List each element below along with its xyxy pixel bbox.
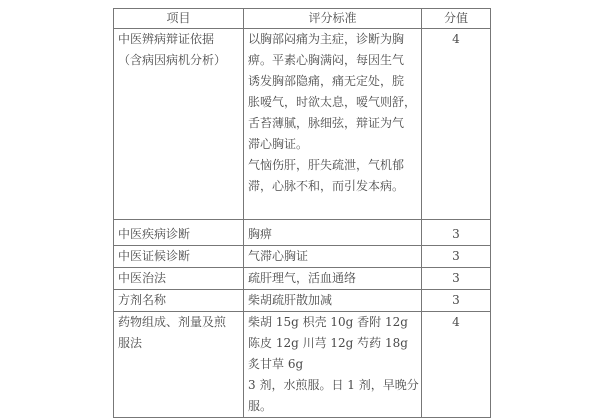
item-text: 中医治法 — [118, 271, 167, 285]
item-text: 服法 — [118, 336, 143, 350]
criteria-text: 胀嗳气，时欲太息，嗳气则舒， — [248, 95, 417, 109]
item-text: 中医疾病诊断 — [118, 227, 191, 241]
table-row — [114, 29, 491, 220]
table-row — [114, 220, 491, 246]
header-item: 项目 — [114, 9, 244, 29]
item-text: 方剂名称 — [118, 293, 167, 307]
criteria-cell — [244, 268, 422, 290]
item-text: 中医证候诊断 — [118, 249, 191, 263]
item-cell — [114, 246, 244, 268]
item-text: （含病因病机分析） — [118, 53, 227, 67]
header-criteria: 评分标准 — [244, 9, 422, 29]
item-cell — [114, 220, 244, 246]
item-cell — [114, 290, 244, 312]
criteria-text: 柴胡 15g 枳壳 10g 香附 12g — [248, 315, 408, 329]
scoring-table — [113, 8, 491, 418]
criteria-cell — [244, 290, 422, 312]
score-cell: 4 — [422, 312, 491, 418]
item-cell — [114, 312, 244, 418]
criteria-text: 诱发胸部隐痛，痛无定处，脘 — [248, 74, 405, 88]
criteria-text: 服。 — [248, 399, 273, 413]
item-cell — [114, 268, 244, 290]
table-row — [114, 290, 491, 312]
criteria-text: 疏肝理气，活血通络 — [248, 271, 357, 285]
score-cell: 3 — [422, 220, 491, 246]
item-cell — [114, 29, 244, 220]
item-text: 中医辨病辩证依据 — [118, 32, 215, 46]
table-row — [114, 268, 491, 290]
criteria-text: 舌苔薄腻，脉细弦，辩证为气 — [248, 116, 405, 130]
criteria-cell — [244, 246, 422, 268]
table-row — [114, 246, 491, 268]
criteria-text: 气滞心胸证 — [248, 249, 309, 263]
criteria-text: 陈皮 12g 川芎 12g 芍药 18g — [248, 336, 408, 350]
criteria-text: 3 剂，水煎服。日 1 剂，早晚分 — [248, 378, 419, 392]
score-cell: 3 — [422, 268, 491, 290]
header-row — [114, 9, 491, 29]
criteria-text: 柴胡疏肝散加减 — [248, 293, 333, 307]
score-cell: 4 — [422, 29, 491, 220]
criteria-cell — [244, 220, 422, 246]
criteria-cell — [244, 312, 422, 418]
criteria-text: 炙甘草 6g — [248, 357, 304, 371]
criteria-cell — [244, 29, 422, 220]
score-cell: 3 — [422, 246, 491, 268]
header-score: 分值 — [422, 9, 491, 29]
criteria-text: 痹。平素心胸满闷，每因生气 — [248, 53, 405, 67]
table-row — [114, 312, 491, 418]
criteria-text: 气恼伤肝，肝失疏泄，气机郁 — [248, 158, 405, 172]
criteria-text: 胸痹 — [248, 227, 273, 241]
item-text: 药物组成、剂量及煎 — [118, 315, 227, 329]
criteria-text: 以胸部闷痛为主症，诊断为胸 — [248, 32, 405, 46]
criteria-text: 滞心胸证。 — [248, 137, 309, 151]
criteria-text: 滞，心脉不和，而引发本病。 — [248, 179, 405, 193]
score-cell: 3 — [422, 290, 491, 312]
